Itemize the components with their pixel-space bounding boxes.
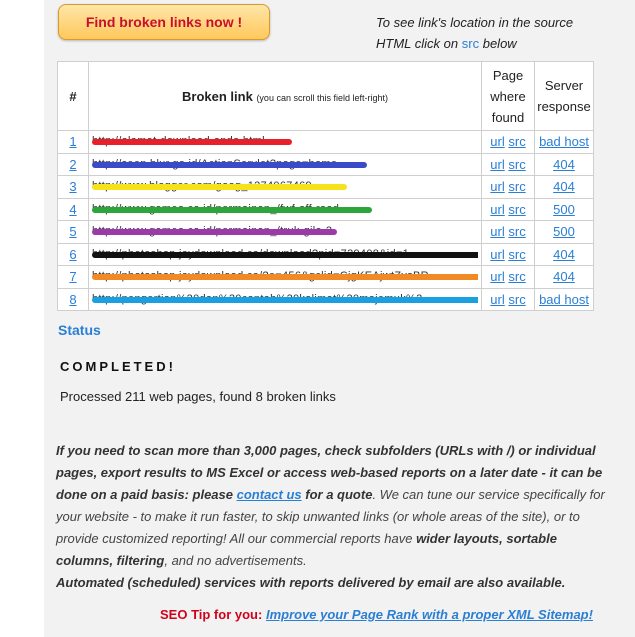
url-link[interactable]: url <box>490 201 505 217</box>
src-link[interactable]: src <box>508 179 526 195</box>
row-number[interactable] <box>58 288 89 311</box>
url-link[interactable]: url <box>490 134 505 150</box>
broken-links-table <box>57 61 594 311</box>
seo-tip <box>160 607 593 622</box>
redaction-mark <box>92 274 478 280</box>
table-header-row <box>58 62 594 131</box>
broken-link-cell[interactable] <box>89 131 482 154</box>
server-response-cell <box>535 288 594 311</box>
completed-label: COMPLETED! <box>60 359 176 374</box>
commercial-promo <box>56 440 606 594</box>
row-number-link[interactable]: 2 <box>69 156 77 172</box>
table-row <box>58 288 594 311</box>
server-response-cell <box>535 198 594 221</box>
table-row <box>58 266 594 289</box>
row-number-link[interactable]: 5 <box>69 224 77 240</box>
status-title: Status <box>58 322 101 338</box>
src-link[interactable]: src <box>508 269 526 285</box>
server-response-cell <box>535 176 594 199</box>
server-response-link[interactable]: 500 <box>553 201 575 217</box>
broken-link-cell[interactable] <box>89 198 482 221</box>
processed-summary: Processed 211 web pages, found 8 broken links <box>60 389 336 404</box>
header-page-line1: Page <box>492 67 524 83</box>
header-broken-link <box>89 62 482 131</box>
hint-suffix: below <box>482 36 517 51</box>
page-found-cell <box>482 198 535 221</box>
server-response-cell <box>535 153 594 176</box>
broken-link-url[interactable] <box>92 244 478 265</box>
server-response-link[interactable]: 404 <box>553 156 575 172</box>
broken-link-url[interactable] <box>92 131 478 152</box>
server-response-link[interactable]: bad host <box>539 291 589 307</box>
page-found-cell <box>482 153 535 176</box>
source-hint <box>376 12 606 54</box>
page-found-cell <box>482 176 535 199</box>
xml-sitemap-link[interactable]: Improve your Page Rank with a proper XML Sitemap! <box>265 607 593 622</box>
row-number[interactable] <box>58 153 89 176</box>
server-response-cell <box>535 243 594 266</box>
table-row <box>58 153 594 176</box>
redaction-mark <box>92 139 292 145</box>
page-found-cell <box>482 266 535 289</box>
broken-link-url[interactable] <box>92 154 478 175</box>
server-response-link[interactable]: 500 <box>553 224 575 240</box>
broken-link-url[interactable] <box>92 289 478 310</box>
broken-link-url[interactable] <box>92 176 478 197</box>
header-page-found <box>482 62 535 131</box>
promo-text-2: , and no advertisements. <box>164 553 307 568</box>
find-broken-links-button[interactable]: Find broken links now ! <box>58 4 270 40</box>
table-row <box>58 243 594 266</box>
page-found-cell <box>482 288 535 311</box>
server-response-link[interactable]: 404 <box>553 269 575 285</box>
header-srv-line1: Server <box>544 78 584 93</box>
row-number-link[interactable]: 4 <box>69 201 77 217</box>
broken-link-url[interactable] <box>92 266 478 287</box>
broken-link-cell[interactable] <box>89 288 482 311</box>
broken-link-cell[interactable] <box>89 221 482 244</box>
url-link[interactable]: url <box>490 156 505 172</box>
row-number[interactable] <box>58 243 89 266</box>
redaction-mark <box>92 162 367 168</box>
promo-bold-4: Automated (scheduled) services with reports delivered by email are also available. <box>56 575 566 590</box>
src-link[interactable]: src <box>508 246 526 262</box>
src-link[interactable]: src <box>508 224 526 240</box>
row-number[interactable] <box>58 131 89 154</box>
header-server-response <box>535 62 594 131</box>
src-link[interactable]: src <box>508 291 526 307</box>
row-number-link[interactable]: 1 <box>69 134 77 150</box>
src-link[interactable]: src <box>508 201 526 217</box>
broken-link-cell[interactable] <box>89 153 482 176</box>
broken-link-cell[interactable] <box>89 243 482 266</box>
url-link[interactable]: url <box>490 269 505 285</box>
row-number-link[interactable]: 6 <box>69 246 77 262</box>
server-response-link[interactable]: 404 <box>553 246 575 262</box>
hint-prefix: HTML click on <box>376 36 459 51</box>
page-found-cell <box>482 131 535 154</box>
src-link[interactable]: src <box>508 134 526 150</box>
page-found-cell <box>482 221 535 244</box>
url-link[interactable]: url <box>490 291 505 307</box>
contact-us-link[interactable]: contact us <box>236 487 302 502</box>
server-response-cell <box>535 221 594 244</box>
url-link[interactable]: url <box>490 246 505 262</box>
url-link[interactable]: url <box>490 179 505 195</box>
header-srv-line2: response <box>537 99 591 114</box>
row-number[interactable] <box>58 176 89 199</box>
hint-line-2 <box>376 33 606 54</box>
table-row <box>58 131 594 154</box>
table-row <box>58 221 594 244</box>
redaction-mark <box>92 184 347 190</box>
url-link[interactable]: url <box>490 224 505 240</box>
row-number-link[interactable]: 7 <box>69 269 77 285</box>
row-number[interactable] <box>58 198 89 221</box>
server-response-link[interactable]: 404 <box>553 179 575 195</box>
header-page-line3: found <box>491 109 525 125</box>
redaction-mark <box>92 229 337 235</box>
header-broken-link-label: Broken link <box>182 88 253 104</box>
broken-link-cell[interactable] <box>89 266 482 289</box>
promo-bold-2: for a quote <box>305 487 373 502</box>
server-response-cell <box>535 266 594 289</box>
seo-tip-label: SEO Tip for you: <box>160 607 263 622</box>
table-row <box>58 198 594 221</box>
broken-link-cell[interactable] <box>89 176 482 199</box>
table-row <box>58 176 594 199</box>
redaction-mark <box>92 297 478 303</box>
row-number[interactable] <box>58 266 89 289</box>
promo-bold-3: wider layouts, sortable columns, filtering <box>56 531 557 568</box>
redaction-mark <box>92 252 478 258</box>
src-link[interactable]: src <box>508 156 526 172</box>
row-number[interactable] <box>58 221 89 244</box>
page-found-cell <box>482 243 535 266</box>
hint-src-word: src <box>461 36 480 51</box>
promo-bold-1: If you need to scan more than 3,000 pages, check subfolders (URLs with /) or individual pages, export results to MS Excel or access web-based reports on a later date - it can be done on a paid basis: please <box>56 443 603 502</box>
header-number: # <box>58 62 89 131</box>
redaction-mark <box>92 207 372 213</box>
header-scroll-note: (you can scroll this field left-right) <box>256 92 388 103</box>
server-response-cell <box>535 131 594 154</box>
broken-link-url[interactable] <box>92 221 478 242</box>
server-response-link[interactable]: bad host <box>539 134 589 150</box>
promo-text-1: . We can tune our service specifically for your website - to make it run faster, to skip unwanted links (or whole areas of the site), or to provide customized reporting! All our commercial reports have <box>56 487 605 546</box>
broken-link-url[interactable] <box>92 199 478 220</box>
hint-line-1: To see link's location in the source <box>376 15 574 30</box>
row-number-link[interactable]: 8 <box>69 291 77 307</box>
row-number-link[interactable]: 3 <box>69 179 77 195</box>
header-page-line2: where <box>490 88 526 104</box>
